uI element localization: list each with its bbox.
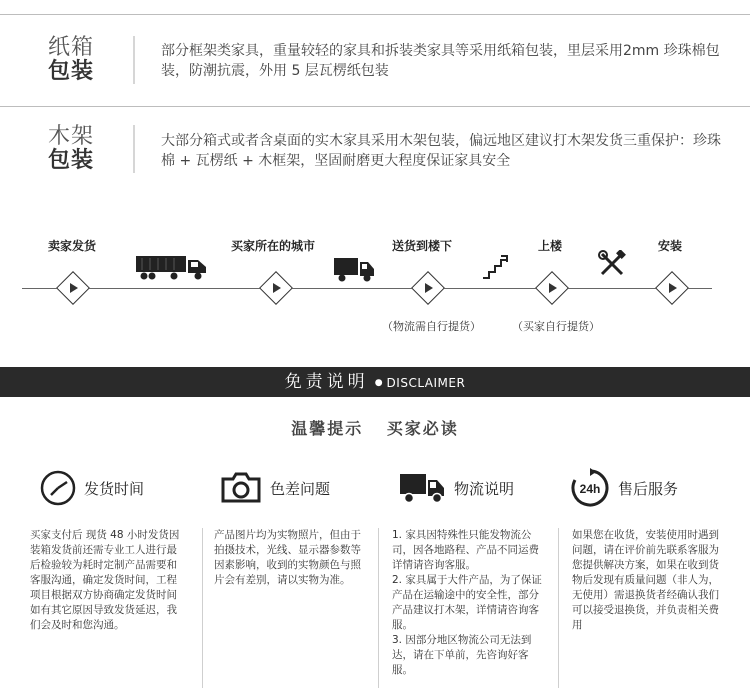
notice-heading bbox=[0, 416, 750, 439]
step-install: 安装 bbox=[658, 239, 683, 253]
logistics-label: 物流说明 bbox=[454, 479, 515, 498]
play-icon bbox=[425, 283, 433, 293]
column-divider bbox=[202, 528, 203, 688]
logistics-text: 1. 家具因特殊性只能发物流公司，因各地路程、产品不同运费详情请咨询客服。 2. 家具属于大件产品，为了保证产品在运输途中的安全性，部分产品建议打木架，详情请咨询客服。 3. 因部分地区物流公司无法到达，请在下单前，先咨询好客服。 bbox=[392, 529, 542, 676]
svg-text:24h: 24h bbox=[579, 482, 601, 496]
truck-large-icon bbox=[136, 256, 208, 280]
note-buyer-pickup: （买家自行提货） bbox=[512, 320, 600, 333]
process-line bbox=[22, 288, 712, 289]
wood-frame-packaging-title bbox=[48, 125, 108, 173]
shipping-time-header bbox=[40, 468, 144, 508]
disclaimer-title-en: DISCLAIMER bbox=[386, 376, 466, 390]
divider bbox=[133, 125, 135, 173]
title-line2: 包装 bbox=[48, 59, 95, 84]
logistics-header bbox=[400, 468, 514, 508]
shipping-time-text: 买家支付后 现货 48 小时发货因装箱发货前还需专业工人进行最后检验较为耗时定制产品需要和客服沟通，确定发货时间，工程项目根据双方协商确定发货时间如有其它原因导致发货延迟，我们会及时和您沟通。 bbox=[30, 529, 180, 631]
divider bbox=[0, 106, 750, 107]
disclaimer-title-cn: 免责说明 bbox=[284, 372, 369, 392]
truck-icon bbox=[400, 472, 446, 504]
after-sales-label: 售后服务 bbox=[618, 479, 679, 498]
tip-warm-reminder: 温馨提示 bbox=[291, 419, 364, 438]
van-icon bbox=[334, 256, 376, 282]
note-logistics-pickup: （物流需自行提货） bbox=[382, 320, 481, 333]
title-line1: 木架 bbox=[48, 124, 95, 149]
camera-icon bbox=[220, 472, 262, 504]
play-icon bbox=[669, 283, 677, 293]
wood-frame-packaging-text: 大部分箱式或者含桌面的实木家具采用木架包装，偏远地区建议打木架发货三重保护：珍珠棉 + 瓦楞纸 + 木框架，坚固耐磨更大程度保证家具安全 bbox=[161, 133, 721, 169]
color-diff-header bbox=[220, 468, 330, 508]
disclaimer-banner bbox=[0, 367, 750, 397]
bullet-icon: ● bbox=[374, 377, 383, 388]
play-icon bbox=[273, 283, 281, 293]
color-diff-text: 产品图片均为实物照片，但由于拍摄技术，光线、显示器参数等因素影响，收到的实物颜色与照片会有差别，请以实物为准。 bbox=[214, 529, 361, 586]
after-sales-header bbox=[570, 468, 678, 508]
step-buyer-city: 买家所在的城市 bbox=[231, 239, 316, 253]
divider bbox=[0, 14, 750, 15]
color-diff-label: 色差问题 bbox=[270, 479, 331, 498]
play-icon bbox=[549, 283, 557, 293]
stairs-icon bbox=[481, 254, 509, 280]
title-line2: 包装 bbox=[48, 148, 95, 173]
step-seller-ships: 卖家发货 bbox=[48, 239, 97, 253]
carton-packaging-text: 部分框架类家具，重量较轻的家具和拆装类家具等采用纸箱包装，里层采用2mm 珍珠棉包装，防潮抗震，外用 5 层瓦楞纸包装 bbox=[161, 43, 720, 79]
24h-icon bbox=[570, 468, 610, 508]
carton-packaging-title bbox=[48, 36, 108, 84]
step-upstairs: 上楼 bbox=[538, 239, 563, 253]
column-divider bbox=[558, 528, 559, 688]
tip-must-read: 买家必读 bbox=[386, 419, 459, 438]
shipping-time-label: 发货时间 bbox=[84, 479, 145, 498]
after-sales-text: 如果您在收货，安装使用时遇到问题，请在评价前先联系客服为您提供解决方案，如果在收到货物后发现有质量问题（非人为，无使用）需退换货者经确认我们可以接受退换货，并负责相关费用 bbox=[572, 529, 719, 631]
step-deliver-downstairs: 送货到楼下 bbox=[392, 239, 453, 253]
play-icon bbox=[70, 283, 78, 293]
clock-icon bbox=[40, 470, 76, 506]
tools-icon bbox=[598, 250, 626, 278]
title-line1: 纸箱 bbox=[48, 35, 95, 60]
divider bbox=[133, 36, 135, 84]
column-divider bbox=[378, 528, 379, 688]
